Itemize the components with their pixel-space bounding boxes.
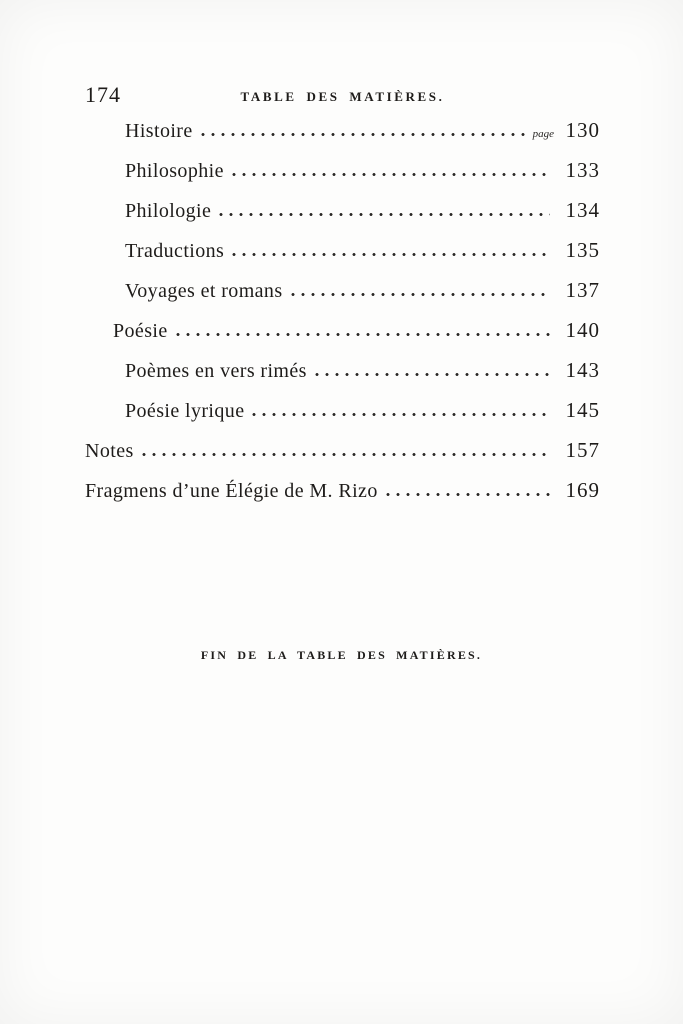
dot-leader: [229, 172, 550, 177]
dot-leader: [139, 452, 550, 457]
toc-entry-label: Philologie: [125, 200, 212, 222]
toc-entry: [85, 358, 600, 398]
dot-leader: [173, 332, 550, 337]
toc-entry-label: Histoire: [125, 120, 193, 142]
toc-entry: [85, 118, 600, 158]
page-ref: 133: [565, 158, 600, 182]
page-ref: 157: [565, 438, 600, 462]
page-ref: 140: [565, 318, 600, 342]
page-ref: 130: [565, 118, 600, 142]
toc-entry-label: Philosophie: [125, 160, 224, 182]
running-head: TABLE DES MATIÈRES.: [240, 89, 445, 104]
toc-entry: [85, 398, 600, 438]
page-ref: 169: [565, 478, 600, 502]
toc-entry: [85, 478, 600, 518]
toc-entry: [85, 158, 600, 198]
dot-leader: [216, 212, 550, 217]
page-folio: 174: [85, 82, 121, 107]
table-of-contents: [85, 118, 600, 518]
page-word: page: [532, 128, 554, 140]
toc-entry-label: Notes: [85, 440, 134, 462]
dot-leader: [229, 252, 550, 257]
page-ref: 134: [565, 198, 600, 222]
toc-entry-label: Voyages et romans: [125, 280, 283, 302]
toc-entry-label: Poèmes en vers rimés: [125, 360, 307, 382]
toc-entry-label: Traductions: [125, 240, 225, 262]
dot-leader: [288, 292, 550, 297]
toc-entry: [85, 278, 600, 318]
dot-leader: [383, 492, 550, 497]
page-ref: 145: [565, 398, 600, 422]
page-ref: 135: [565, 238, 600, 262]
toc-entry: [85, 198, 600, 238]
toc-entry: [85, 318, 600, 358]
page-ref: 143: [565, 358, 600, 382]
dot-leader: [249, 412, 550, 417]
page-headline: [85, 78, 600, 108]
dot-leader: [312, 372, 550, 377]
dot-leader: [198, 132, 525, 137]
toc-entry-label: Poésie lyrique: [125, 400, 245, 422]
page-ref: 137: [565, 278, 600, 302]
toc-entry-label: Poésie: [113, 320, 168, 342]
toc-entry: [85, 238, 600, 278]
toc-entry-label: Fragmens d’une Élégie de M. Rizo: [85, 480, 378, 502]
end-of-table-note: FIN DE LA TABLE DES MATIÈRES.: [200, 648, 483, 662]
toc-entry: [85, 438, 600, 478]
